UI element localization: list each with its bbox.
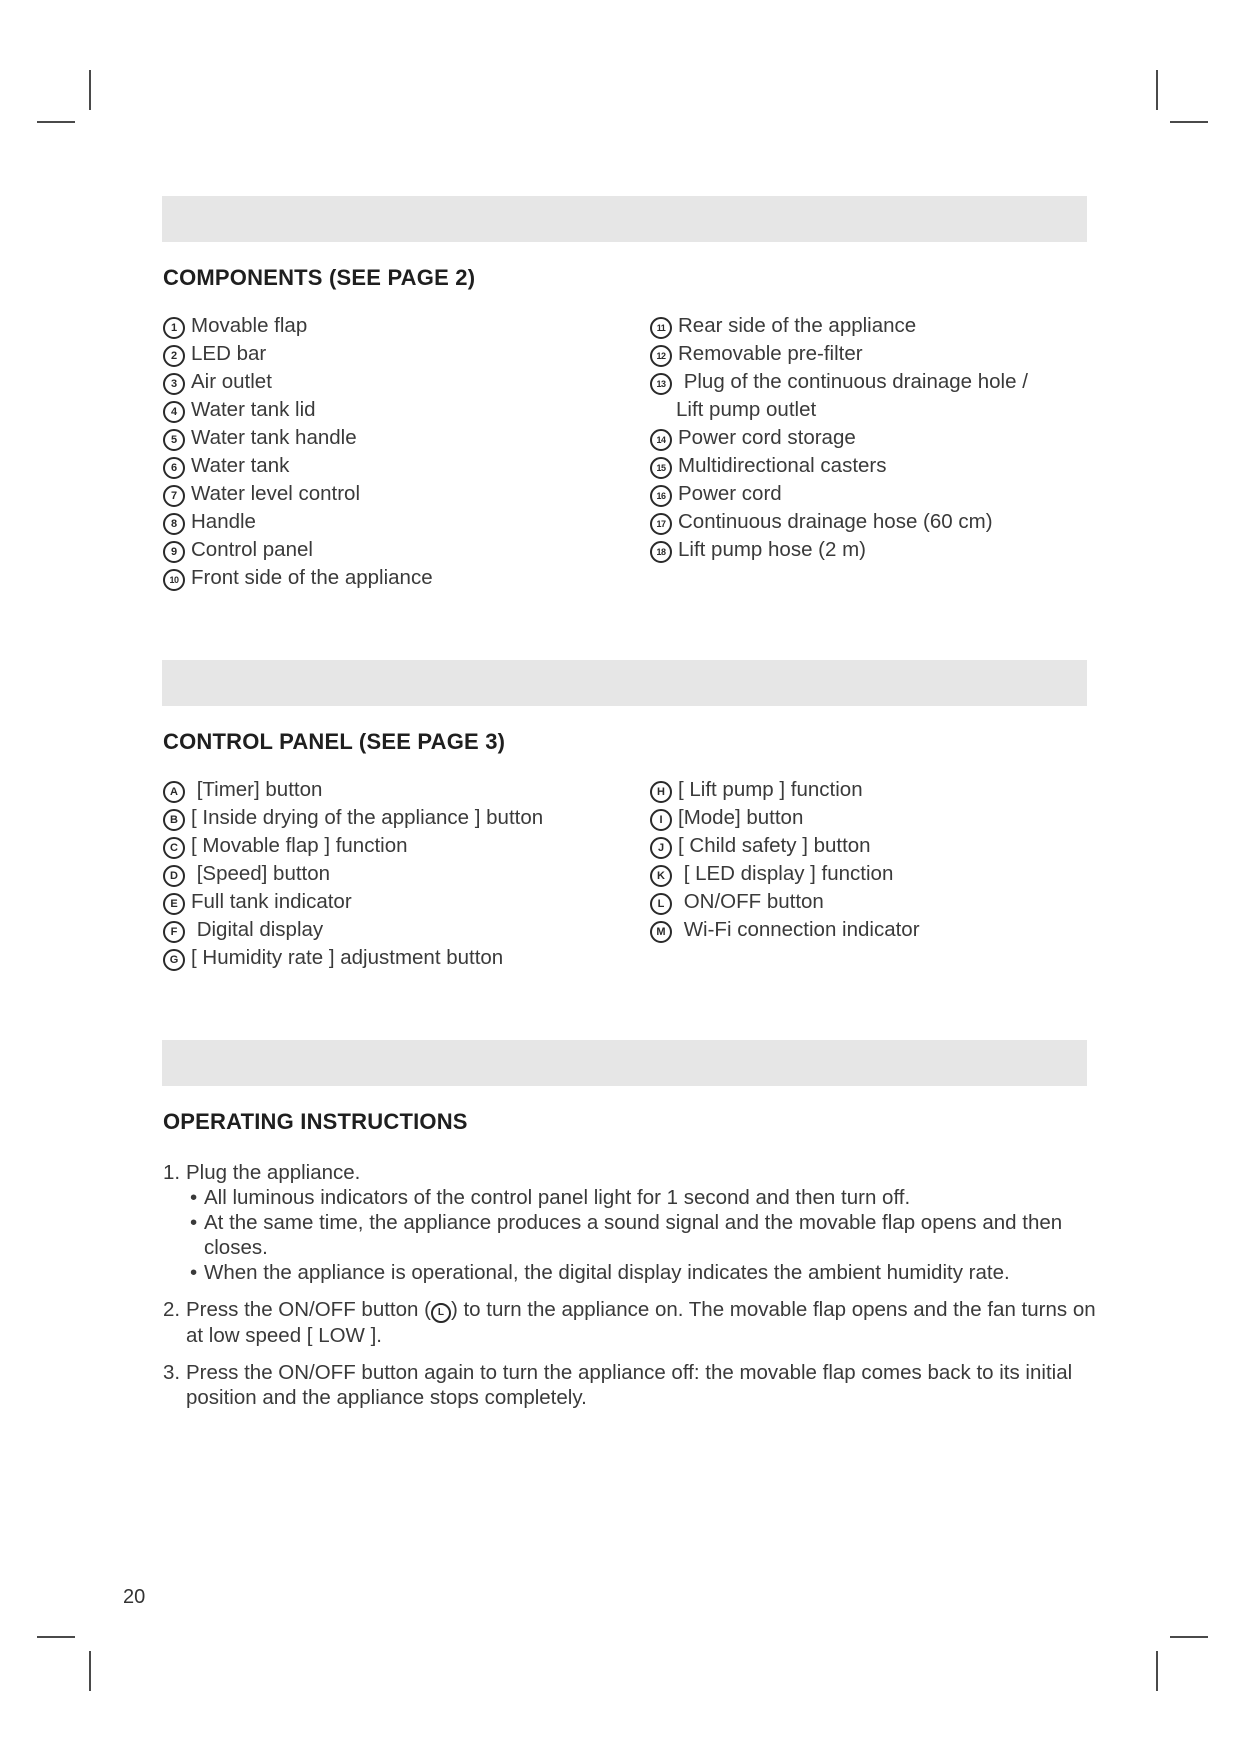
list-item: [163, 508, 433, 536]
list-item-text: [ Lift pump ] function: [678, 778, 863, 801]
bullet-item: [186, 1185, 1103, 1210]
list-item: [650, 340, 1028, 368]
list-item-text: Removable pre-filter: [678, 342, 863, 365]
number-17-marker: 17: [650, 513, 672, 535]
number-8-marker: 8: [163, 513, 185, 535]
section-band-components: [162, 196, 1087, 242]
list-item: [650, 804, 920, 832]
letter-d-marker: D: [163, 865, 185, 887]
step-text: Press the ON/OFF button again to turn the appliance off: the movable flap comes back to its initial position and the appliance stops completely.: [186, 1361, 1073, 1409]
number-7-marker: 7: [163, 485, 185, 507]
list-item: [163, 368, 433, 396]
list-item-text: [Mode] button: [678, 806, 804, 829]
list-item-text: [Speed] button: [191, 862, 331, 885]
components-heading: COMPONENTS (SEE PAGE 2): [163, 265, 476, 290]
list-item: [650, 312, 1028, 340]
list-item-text: Air outlet: [191, 370, 272, 393]
list-item-text: ON/OFF button: [678, 890, 824, 913]
number-13-marker: 13: [650, 373, 672, 395]
crop-mark-top-right-vertical: [1156, 70, 1158, 110]
list-item: [650, 860, 920, 888]
list-item-text: Water tank handle: [191, 426, 357, 449]
list-item: [163, 776, 543, 804]
list-item: [650, 888, 920, 916]
number-12-marker: 12: [650, 345, 672, 367]
list-item-text: Continuous drainage hose (60 cm): [678, 510, 993, 533]
step-number: 1.: [163, 1161, 181, 1184]
list-item-text: [ LED display ] function: [678, 862, 894, 885]
letter-l-marker: L: [650, 893, 672, 915]
bullet-text: At the same time, the appliance produces a sound signal and the movable flap opens and then closes.: [204, 1211, 1063, 1259]
operating-heading: OPERATING INSTRUCTIONS: [163, 1109, 468, 1134]
crop-mark-top-right-horizontal: [1170, 121, 1208, 123]
list-item: [163, 564, 433, 592]
list-item-text: Handle: [191, 510, 256, 533]
operating-steps: [163, 1160, 1103, 1422]
list-item-text: Power cord storage: [678, 426, 856, 449]
list-item-text: Full tank indicator: [191, 890, 352, 913]
step-2: [163, 1297, 1103, 1348]
number-2-marker: 2: [163, 345, 185, 367]
control-panel-list-left: [163, 776, 543, 972]
number-18-marker: 18: [650, 541, 672, 563]
list-item: [650, 480, 1028, 508]
letter-c-marker: C: [163, 837, 185, 859]
list-item: [163, 916, 543, 944]
section-band-control-panel: [162, 660, 1087, 706]
number-4-marker: 4: [163, 401, 185, 423]
step-text-after: ) to turn the appliance on. The movable flap opens and the fan turns on at low speed [ LOW ].: [186, 1298, 1096, 1347]
section-band-operating: [162, 1040, 1087, 1086]
bullet-icon: •: [190, 1211, 198, 1234]
list-item-text: LED bar: [191, 342, 267, 365]
list-item-text: [Timer] button: [191, 778, 323, 801]
list-item-text: Front side of the appliance: [191, 566, 433, 589]
bullet-item: [186, 1260, 1103, 1285]
letter-e-marker: E: [163, 893, 185, 915]
list-item-text: [ Child safety ] button: [678, 834, 871, 857]
step-text: Plug the appliance.: [186, 1161, 361, 1184]
crop-mark-top-left-horizontal: [37, 121, 75, 123]
list-item: [163, 480, 433, 508]
list-item-text: Water tank lid: [191, 398, 316, 421]
list-item: [650, 508, 1028, 536]
bullet-item: [186, 1210, 1103, 1260]
list-item: [163, 536, 433, 564]
letter-f-marker: F: [163, 921, 185, 943]
on-off-icon: L: [431, 1303, 451, 1323]
list-item: [163, 340, 433, 368]
list-item-text: Water level control: [191, 482, 360, 505]
page-number: 20: [123, 1586, 146, 1608]
list-item: [163, 424, 433, 452]
control-panel-heading: CONTROL PANEL (SEE PAGE 3): [163, 729, 506, 754]
number-9-marker: 9: [163, 541, 185, 563]
list-item-text: Rear side of the appliance: [678, 314, 917, 337]
crop-mark-bottom-left-vertical: [89, 1651, 91, 1691]
list-item: [650, 536, 1028, 564]
number-14-marker: 14: [650, 429, 672, 451]
bullet-text: When the appliance is operational, the digital display indicates the ambient humidity rate.: [204, 1261, 1010, 1284]
list-item-text: Control panel: [191, 538, 313, 561]
list-item-text: Movable flap: [191, 314, 308, 337]
step-3: [163, 1360, 1103, 1410]
list-item: [163, 452, 433, 480]
letter-j-marker: J: [650, 837, 672, 859]
list-item: [650, 424, 1028, 452]
number-1-marker: 1: [163, 317, 185, 339]
list-item-text: Multidirectional casters: [678, 454, 887, 477]
letter-m-marker: M: [650, 921, 672, 943]
step-text-before: Press the ON/OFF button (: [186, 1298, 431, 1321]
list-item-text: Power cord: [678, 482, 782, 505]
components-list-left: [163, 312, 433, 592]
letter-a-marker: A: [163, 781, 185, 803]
letter-h-marker: H: [650, 781, 672, 803]
number-15-marker: 15: [650, 457, 672, 479]
bullet-icon: •: [190, 1186, 198, 1209]
letter-k-marker: K: [650, 865, 672, 887]
list-item-text-continued: Lift pump outlet: [676, 398, 817, 421]
crop-mark-bottom-right-vertical: [1156, 1651, 1158, 1691]
list-item-text: Digital display: [191, 918, 324, 941]
list-item: [650, 832, 920, 860]
list-item-text: Water tank: [191, 454, 290, 477]
number-6-marker: 6: [163, 457, 185, 479]
list-item: [163, 832, 543, 860]
list-item-text: [ Movable flap ] function: [191, 834, 408, 857]
bullet-text: All luminous indicators of the control panel light for 1 second and then turn off.: [204, 1186, 911, 1209]
step-number: 3.: [163, 1361, 181, 1384]
letter-i-marker: I: [650, 809, 672, 831]
letter-b-marker: B: [163, 809, 185, 831]
number-5-marker: 5: [163, 429, 185, 451]
list-item: [163, 944, 543, 972]
list-item: [163, 888, 543, 916]
list-item: [163, 396, 433, 424]
control-panel-list-right: [650, 776, 920, 944]
crop-mark-bottom-right-horizontal: [1170, 1636, 1208, 1638]
list-item-text: Plug of the continuous drainage hole /: [678, 370, 1028, 393]
list-item-text: [ Humidity rate ] adjustment button: [191, 946, 504, 969]
number-16-marker: 16: [650, 485, 672, 507]
list-item: [163, 804, 543, 832]
components-list-right: [650, 312, 1028, 564]
list-item-text: Wi-Fi connection indicator: [678, 918, 920, 941]
bullet-icon: •: [190, 1261, 198, 1284]
list-item-text: [ Inside drying of the appliance ] button: [191, 806, 544, 829]
list-item: [650, 368, 1028, 424]
crop-mark-bottom-left-horizontal: [37, 1636, 75, 1638]
list-item: [650, 452, 1028, 480]
step-1-bullets: [186, 1185, 1103, 1285]
step-1: [163, 1160, 1103, 1285]
list-item: [650, 776, 920, 804]
letter-g-marker: G: [163, 949, 185, 971]
list-item-text: Lift pump hose (2 m): [678, 538, 866, 561]
list-item: [163, 312, 433, 340]
crop-mark-top-left-vertical: [89, 70, 91, 110]
number-3-marker: 3: [163, 373, 185, 395]
list-item: [163, 860, 543, 888]
list-item: [650, 916, 920, 944]
step-number: 2.: [163, 1298, 181, 1321]
number-11-marker: 11: [650, 317, 672, 339]
number-10-marker: 10: [163, 569, 185, 591]
